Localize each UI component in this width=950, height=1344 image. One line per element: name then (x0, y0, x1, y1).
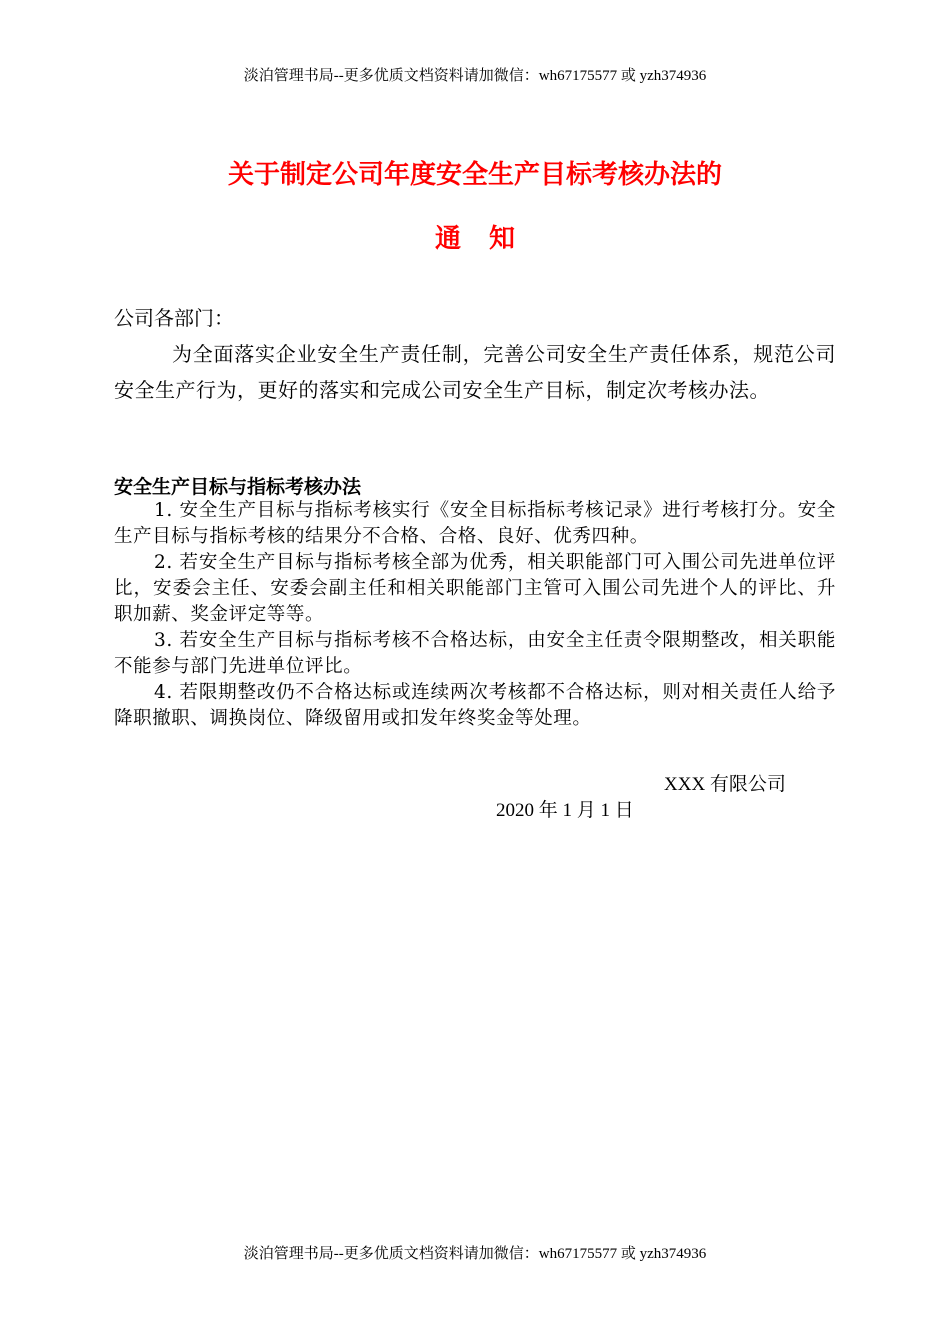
assessment-items (114, 498, 836, 732)
list-item: 2. 若安全生产目标与指标考核全部为优秀，相关职能部门可入围公司先进单位评比，安委会主任、安委会副主任和相关职能部门主管可入围公司先进个人的评比、升职加薪、奖金评定等等。 (114, 552, 836, 625)
document-title-notice: 通知 (434, 224, 543, 254)
intro-paragraph: 为全面落实企业安全生产责任制，完善公司安全生产责任体系，规范公司安全生产行为，更好的落实和完成公司安全生产目标，制定次考核办法。 (114, 342, 836, 402)
list-item: 1. 安全生产目标与指标考核实行《安全目标指标考核记录》进行考核打分。安全生产目标与指标考核的结果分不合格、合格、良好、优秀四种。 (114, 500, 836, 547)
page-footer: 淡泊管理书局--更多优质文档资料请加微信：wh67175577 或 yzh374936 (243, 1246, 707, 1262)
list-item: 3. 若安全生产目标与指标考核不合格达标，由安全主任责令限期整改，相关职能不能参与部门先进单位评比。 (114, 630, 836, 677)
section-heading: 安全生产目标与指标考核办法 (114, 476, 362, 498)
list-item: 4. 若限期整改仍不合格达标或连续两次考核都不合格达标，则对相关责任人给予降职撤职、调换岗位、降级留用或扣发年终奖金等处理。 (114, 682, 836, 729)
salutation: 公司各部门： (114, 306, 234, 330)
signature-date: 2020 年 1 月 1 日 (496, 800, 634, 821)
document-title: 关于制定公司年度安全生产目标考核办法的 (227, 160, 722, 190)
signature-company: XXX 有限公司 (664, 774, 786, 795)
page-header: 淡泊管理书局--更多优质文档资料请加微信：wh67175577 或 yzh374936 (243, 68, 707, 84)
